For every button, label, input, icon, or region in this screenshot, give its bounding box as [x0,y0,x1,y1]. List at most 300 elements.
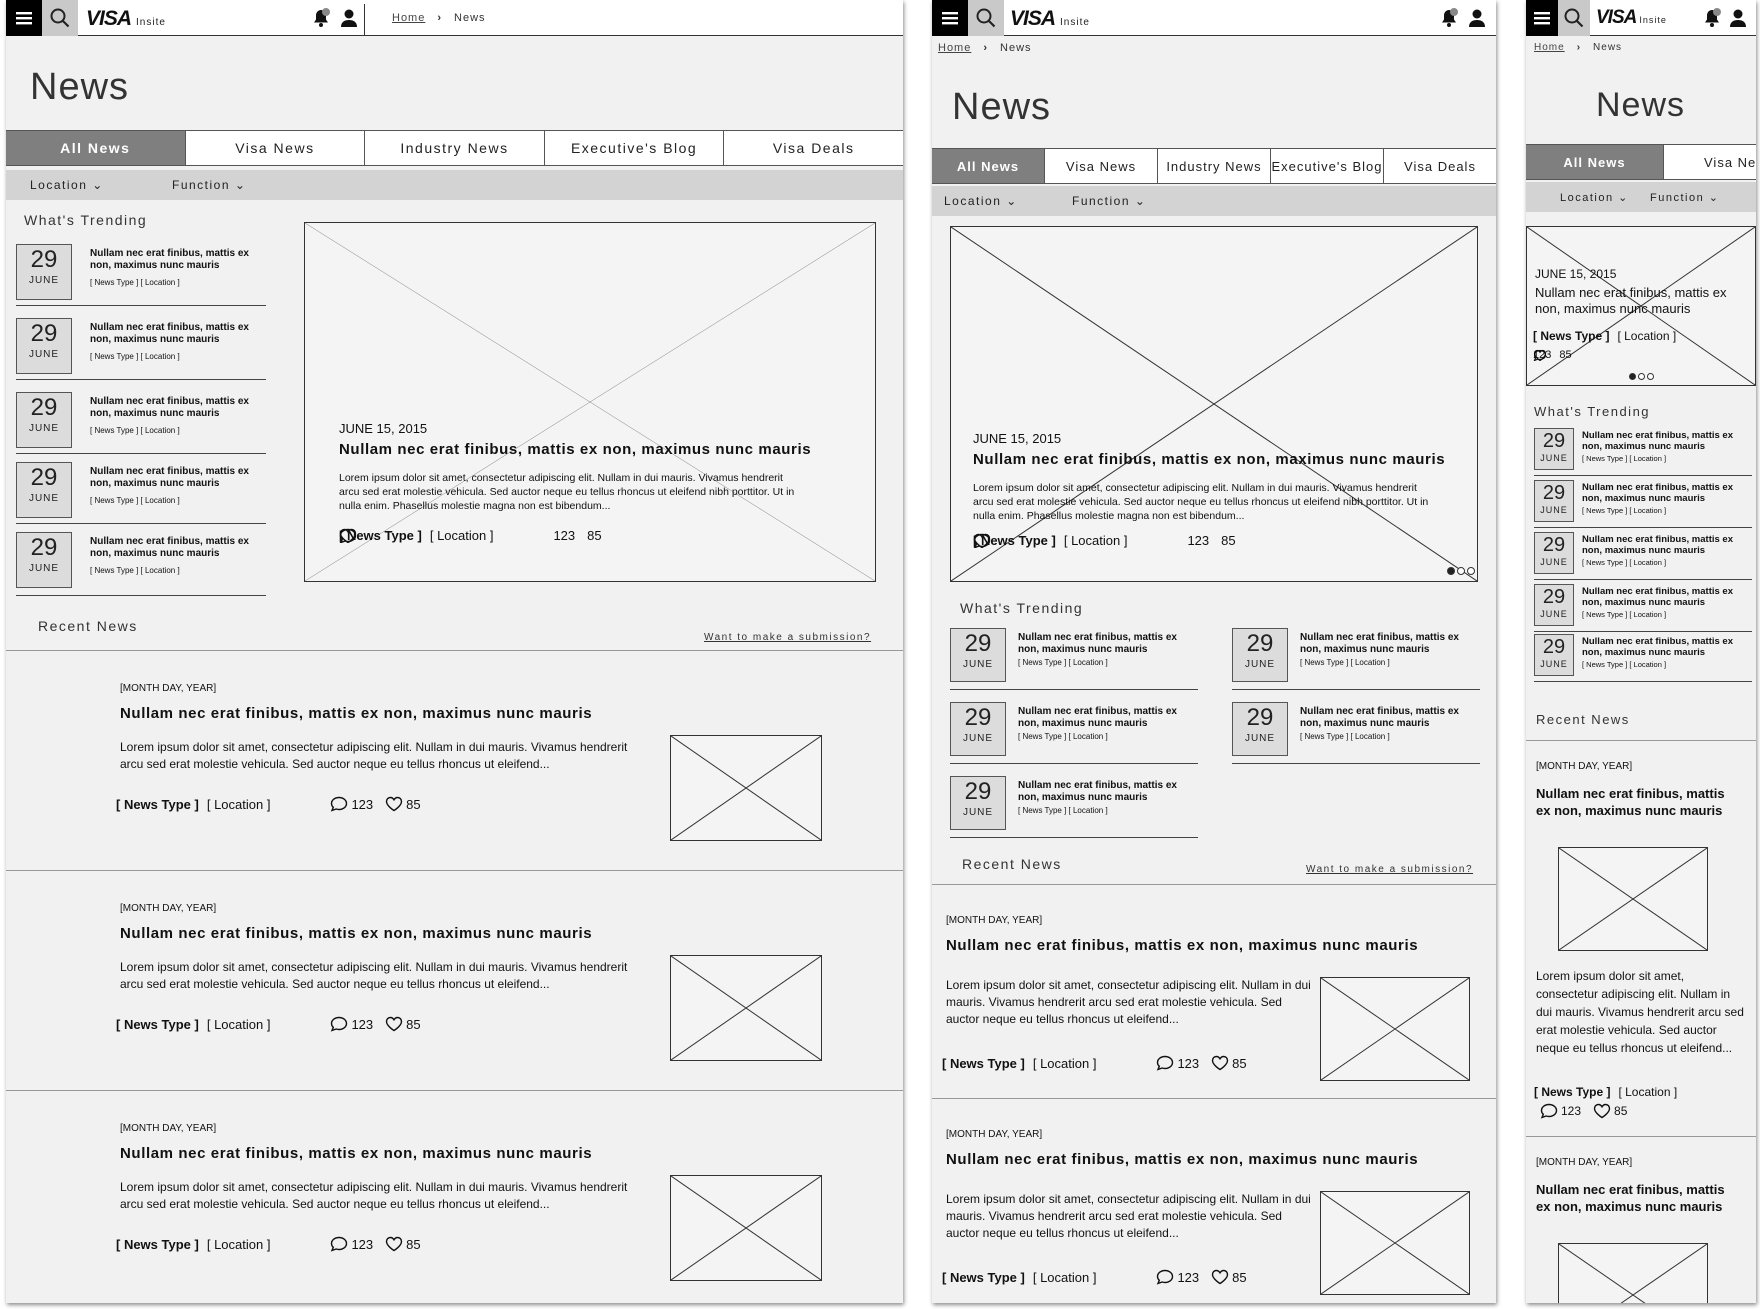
date-month: JUNE [1540,557,1568,567]
divider [16,453,266,454]
divider [16,379,266,380]
news-item[interactable] [1526,1136,1756,1303]
trending-card[interactable] [1232,628,1480,690]
like-count[interactable] [1221,533,1235,548]
date-month: JUNE [962,733,994,744]
carousel-dot[interactable] [1467,567,1475,575]
divider [1534,475,1752,476]
visa-logo-text: VISA [86,7,132,30]
profile-button[interactable] [336,0,362,36]
date-day: 29 [30,246,58,273]
divider [16,523,266,524]
breadcrumb-home-link[interactable]: Home [1534,42,1565,53]
news-excerpt: Lorem ipsum dolor sit amet, consectetur adipiscing elit. Nullam in dui mauris. Vivamus hendrerit arcu sed erat molestie vehicula. Sed auctor neque eu tellus rhoncus ut eleifend... [120,1180,628,1211]
search-icon [50,8,70,28]
chevron-down-icon: ⌄ [1134,194,1147,208]
breadcrumb-current: News [1000,42,1032,54]
news-date: [MONTH DAY, YEAR] [1536,761,1633,772]
location-filter[interactable] [30,178,104,192]
hero-title[interactable]: Nullam nec erat finibus, mattis ex non, maximus nunc mauris [973,451,1446,468]
location-tag[interactable]: [ Location ] [206,796,271,812]
date-badge [1534,532,1574,574]
trending-title: Nullam nec erat finibus, mattis ex non, maximus nunc mauris [1018,706,1177,729]
trending-tags: [ News Type ] [ Location ] [1582,506,1667,515]
comment-icon [330,796,348,812]
trending-heading: What's Trending [960,600,1084,616]
user-icon [341,9,357,27]
date-month: JUNE [1244,659,1276,670]
hero-meta [973,533,1236,548]
tab-all-news[interactable]: All News [1526,145,1664,179]
trending-card[interactable] [1534,584,1752,632]
hamburger-icon [1534,11,1550,25]
location-tag[interactable]: [ Location ] [429,528,494,543]
news-title[interactable]: Nullam nec erat finibus, mattis ex non, maximus nunc mauris [1536,1182,1725,1214]
tab-industry-news[interactable]: Industry News [365,131,545,165]
page-title: News [30,66,130,108]
date-month: JUNE [28,423,60,434]
divider [16,595,266,596]
chevron-down-icon: ⌄ [234,178,247,192]
comment-count-value: 123 [1177,1269,1200,1285]
date-month: JUNE [28,275,60,286]
location-tag[interactable]: [ Location ] [1618,1085,1678,1099]
news-excerpt: Lorem ipsum dolor sit amet, consectetur adipiscing elit. Nullam in dui mauris. Vivamus hendrerit arcu sed erat molestie vehicula. Sed auctor neque eu tellus rhoncus ut eleifend... [946,978,1311,1026]
date-day: 29 [1542,586,1566,608]
trending-tags: [ News Type ] [ Location ] [90,496,180,505]
trending-card[interactable] [16,390,266,454]
comment-icon [1156,1269,1174,1285]
breadcrumb-current: News [1593,42,1623,53]
image-placeholder [671,736,821,840]
date-day: 29 [964,704,992,731]
news-tabs [932,148,1496,184]
news-type-tag[interactable]: [ News Type ] [116,796,199,812]
trending-heading: What's Trending [24,212,148,228]
location-tag[interactable]: [ Location ] [1617,329,1677,343]
function-filter[interactable] [1650,191,1719,204]
like-count-value: 85 [587,528,602,543]
chevron-right-icon: › [983,42,989,54]
filter-bar [1526,182,1756,212]
heart-icon [1533,349,1572,361]
menu-button[interactable] [1526,0,1558,36]
function-filter-label: Function [172,178,231,192]
trending-title: Nullam nec erat finibus, mattis ex non, maximus nunc mauris [90,248,249,271]
divider [1534,681,1752,682]
location-filter-label: Location [1560,191,1614,204]
divider [1534,527,1752,528]
comment-icon [330,1236,348,1252]
tab-all-news[interactable]: All News [932,149,1045,183]
visa-logo-text: VISA [1010,7,1056,30]
news-type-tag[interactable]: [ News Type ] [116,1236,199,1252]
like-count[interactable] [385,1016,420,1032]
filter-bar [6,170,903,200]
image-placeholder [1321,1192,1469,1294]
bell-icon [1440,8,1458,28]
user-icon [1730,9,1746,27]
search-button[interactable] [1558,0,1590,36]
hamburger-icon [942,11,958,25]
divider [950,837,1198,838]
date-badge [16,318,72,374]
news-title[interactable]: Nullam nec erat finibus, mattis ex non, maximus nunc mauris [120,705,593,722]
location-tag[interactable]: [ Location ] [1032,1269,1097,1285]
trending-tags: [ News Type ] [ Location ] [1582,610,1667,619]
news-date: [MONTH DAY, YEAR] [946,915,1043,926]
trending-tags: [ News Type ] [ Location ] [1018,732,1108,741]
news-thumbnail[interactable] [670,955,822,1061]
date-day: 29 [30,320,58,347]
date-badge [950,702,1006,756]
chevron-right-icon: › [1576,42,1582,53]
news-title[interactable]: Nullam nec erat finibus, mattis ex non, maximus nunc mauris [946,1151,1419,1168]
trending-title: Nullam nec erat finibus, mattis ex non, maximus nunc mauris [1300,632,1459,655]
news-title[interactable]: Nullam nec erat finibus, mattis ex non, maximus nunc mauris [1536,786,1725,818]
hero-carousel[interactable] [1526,226,1756,386]
trending-card[interactable] [16,242,266,306]
breadcrumb [392,12,486,24]
trending-card[interactable] [1534,480,1752,528]
like-count-value: 85 [406,1236,421,1252]
carousel-pagination[interactable] [1629,373,1654,380]
location-filter[interactable] [1560,191,1629,204]
tab-visa-news[interactable]: Visa News [1045,149,1158,183]
news-title[interactable]: Nullam nec erat finibus, mattis ex non, maximus nunc mauris [946,937,1419,954]
carousel-dot[interactable] [1647,373,1654,380]
location-tag[interactable]: [ Location ] [206,1016,271,1032]
heart-icon [385,796,403,812]
news-item[interactable] [6,650,903,870]
trending-tags: [ News Type ] [ Location ] [1300,732,1390,741]
news-meta [942,1269,1247,1285]
tab-executives-blog[interactable]: Executive's Blog [545,131,725,165]
image-placeholder [1559,848,1707,950]
profile-button[interactable] [1726,0,1750,36]
hero-date: JUNE 15, 2015 [1535,267,1617,281]
search-button[interactable] [968,0,1004,36]
header [6,0,903,36]
profile-button[interactable] [1464,0,1490,36]
comment-count[interactable] [1540,1103,1581,1119]
date-day: 29 [30,534,58,561]
function-filter-label: Function [1072,194,1131,208]
trending-heading: What's Trending [1534,404,1651,419]
trending-card[interactable] [16,460,266,524]
trending-title: Nullam nec erat finibus, mattis ex non, maximus nunc mauris [1582,430,1733,452]
like-count[interactable] [385,1236,420,1252]
comment-count[interactable] [1156,1055,1199,1071]
date-badge [1534,480,1574,522]
divider [1232,689,1480,690]
hero-carousel[interactable] [950,226,1478,582]
divider [950,689,1198,690]
carousel-dot[interactable] [1457,567,1465,575]
date-day: 29 [964,778,992,805]
menu-button[interactable] [6,0,42,36]
heart-icon [385,1236,403,1252]
news-thumbnail[interactable] [1558,847,1708,951]
visa-logo[interactable] [86,7,166,31]
date-day: 29 [30,394,58,421]
trending-tags: [ News Type ] [ Location ] [90,278,180,287]
trending-title: Nullam nec erat finibus, mattis ex non, maximus nunc mauris [1582,534,1733,556]
news-meta [1534,1085,1677,1099]
hero-title[interactable]: Nullam nec erat finibus, mattis ex non, maximus nunc mauris [339,441,812,458]
function-filter[interactable] [172,178,246,192]
tab-visa-news[interactable]: Visa Ne [1704,154,1756,170]
date-badge [1534,634,1574,676]
news-thumbnail[interactable] [1558,1243,1708,1303]
image-placeholder [951,227,1477,581]
news-type-tag[interactable]: [ News Type ] [116,1016,199,1032]
trending-title: Nullam nec erat finibus, mattis ex non, maximus nunc mauris [1018,632,1177,655]
notifications-button[interactable] [1436,0,1462,36]
page-title: News [952,86,1052,128]
date-month: JUNE [962,659,994,670]
news-type-tag[interactable]: [ News Type ] [973,533,1056,548]
trending-title: Nullam nec erat finibus, mattis ex non, maximus nunc mauris [1582,636,1733,658]
notifications-button[interactable] [1700,0,1724,36]
trending-title: Nullam nec erat finibus, mattis ex non, maximus nunc mauris [90,322,249,345]
location-tag[interactable]: [ Location ] [1063,533,1128,548]
mobile-frame [1526,0,1756,1303]
header-divider [364,4,365,36]
insite-label: Insite [136,17,166,28]
news-excerpt: Lorem ipsum dolor sit amet, consectetur adipiscing elit. Nullam in dui mauris. Vivamus hendrerit arcu sed erat molestie vehicula. Sed auctor neque eu tellus rhoncus ut eleifend... [946,1192,1311,1240]
insite-label: Insite [1639,15,1667,25]
comment-icon [1156,1055,1174,1071]
divider [16,305,266,306]
news-meta [942,1055,1247,1071]
breadcrumb-current: News [454,12,486,24]
like-count-value: 85 [1614,1104,1628,1118]
image-placeholder [671,956,821,1060]
hamburger-icon [16,11,32,25]
news-item[interactable] [932,884,1496,1098]
news-thumbnail[interactable] [1320,977,1470,1081]
trending-title: Nullam nec erat finibus, mattis ex non, maximus nunc mauris [1300,706,1459,729]
date-badge [16,532,72,588]
trending-card[interactable] [1232,702,1480,764]
date-month: JUNE [1540,453,1568,463]
date-badge [1534,428,1574,470]
news-type-tag[interactable]: [ News Type ] [1534,1085,1611,1099]
news-thumbnail[interactable] [670,1175,822,1281]
trending-card[interactable] [950,702,1198,764]
like-count-value: 85 [1232,1269,1247,1285]
breadcrumb-home-link[interactable]: Home [938,42,972,54]
date-badge [16,244,72,300]
image-placeholder [1559,1244,1707,1303]
date-badge [1534,584,1574,626]
heart-icon [1593,1103,1611,1119]
comment-count-value: 123 [1177,1055,1200,1071]
function-filter[interactable] [1072,194,1146,208]
comment-count-value: 123 [553,528,576,543]
trending-card[interactable] [16,530,266,596]
news-item[interactable] [6,1090,903,1303]
trending-card[interactable] [1534,634,1752,682]
news-meta [116,1236,421,1252]
submission-link[interactable]: Want to make a submission? [1306,864,1474,875]
location-filter-label: Location [30,178,88,192]
news-item[interactable] [6,870,903,1090]
date-badge [950,776,1006,830]
date-day: 29 [1246,630,1274,657]
recent-news-heading: Recent News [962,856,1062,872]
desktop-frame [6,0,903,1303]
like-count[interactable] [1559,349,1571,361]
news-type-tag[interactable]: [ News Type ] [942,1269,1025,1285]
hero-carousel[interactable] [304,222,876,582]
news-date: [MONTH DAY, YEAR] [946,1129,1043,1140]
submission-link[interactable]: Want to make a submission? [704,632,872,643]
hero-excerpt: Lorem ipsum dolor sit amet, consectetur adipiscing elit. Nullam in dui mauris. Vivamus hendrerit arcu sed erat molestie vehicula. Sed auctor neque eu tellus rhoncus ut eleifend nibh porttitor. Ut in nulla enim. Phasellus molestie magna non est bibendum... [339,472,795,512]
like-count[interactable] [1593,1103,1627,1119]
visa-logo-text: VISA [1596,7,1637,28]
hero-date: JUNE 15, 2015 [339,421,428,436]
location-filter-label: Location [944,194,1002,208]
news-excerpt: Lorem ipsum dolor sit amet, consectetur adipiscing elit. Nullam in dui mauris. Vivamus hendrerit arcu sed erat molestie vehicula. Sed auctor neque eu tellus rhoncus ut eleifend... [120,740,628,771]
insite-label: Insite [1060,17,1090,28]
heart-icon [385,1016,403,1032]
tab-visa-news[interactable]: Visa News [186,131,366,165]
comment-icon [1540,1103,1558,1119]
trending-title: Nullam nec erat finibus, mattis ex non, maximus nunc mauris [90,396,249,419]
location-tag[interactable]: [ Location ] [1032,1055,1097,1071]
location-tag[interactable]: [ Location ] [206,1236,271,1252]
trending-card[interactable] [16,316,266,380]
date-month: JUNE [1244,733,1276,744]
trending-card[interactable] [950,628,1198,690]
news-meta [116,1016,421,1032]
like-count-value: 85 [1232,1055,1247,1071]
date-badge [1232,702,1288,756]
carousel-dot[interactable] [1638,373,1645,380]
tab-industry-news[interactable]: Industry News [1158,149,1271,183]
like-count[interactable] [385,796,420,812]
divider [1232,763,1480,764]
news-meta [116,796,421,812]
menu-button[interactable] [932,0,968,36]
date-day: 29 [1542,482,1566,504]
trending-title: Nullam nec erat finibus, mattis ex non, maximus nunc mauris [90,536,249,559]
comment-count[interactable] [330,1236,373,1252]
carousel-dot[interactable] [1447,567,1455,575]
date-month: JUNE [28,349,60,360]
location-filter[interactable] [944,194,1018,208]
news-item[interactable] [1526,740,1756,1136]
hero-title[interactable]: Nullam nec erat finibus, mattis ex non, maximus nunc mauris [1535,285,1727,316]
date-month: JUNE [962,807,994,818]
hero-excerpt: Lorem ipsum dolor sit amet, consectetur adipiscing elit. Nullam in dui mauris. Vivamus hendrerit arcu sed erat molestie vehicula. Sed auctor neque eu tellus rhoncus ut eleifend nibh porttitor. Ut in nulla enim. Phasellus molestie magna non est bibendum... [973,482,1429,522]
comment-count[interactable] [330,796,373,812]
trending-tags: [ News Type ] [ Location ] [1018,806,1108,815]
news-thumbnail[interactable] [1320,1191,1470,1295]
comment-count-value: 123 [1533,349,1552,361]
trending-title: Nullam nec erat finibus, mattis ex non, maximus nunc mauris [1582,482,1733,504]
tab-visa-deals[interactable]: Visa Deals [772,140,855,156]
trending-card[interactable] [1534,532,1752,580]
trending-title: Nullam nec erat finibus, mattis ex non, maximus nunc mauris [90,466,249,489]
visa-logo[interactable] [1596,7,1667,29]
heart-icon [973,533,1236,548]
notifications-button[interactable] [308,0,334,36]
heart-icon [339,528,602,543]
date-day: 29 [964,630,992,657]
tab-executives-blog[interactable]: Executive's Blog [1271,149,1384,183]
news-tabs [6,130,903,166]
trending-tags: [ News Type ] [ Location ] [90,426,180,435]
date-day: 29 [1246,704,1274,731]
news-title[interactable]: Nullam nec erat finibus, mattis ex non, maximus nunc mauris [120,925,593,942]
like-count[interactable] [1211,1055,1246,1071]
date-day: 29 [1542,636,1566,658]
comment-count[interactable] [1156,1269,1199,1285]
divider [1534,631,1752,632]
carousel-dot[interactable] [1629,373,1636,380]
function-filter-label: Function [1650,191,1705,204]
breadcrumb-home-link[interactable]: Home [392,12,426,24]
news-thumbnail[interactable] [670,735,822,841]
news-title[interactable]: Nullam nec erat finibus, mattis ex non, maximus nunc mauris [120,1145,593,1162]
trending-title: Nullam nec erat finibus, mattis ex non, maximus nunc mauris [1018,780,1177,803]
heart-icon [1211,1269,1229,1285]
trending-tags: [ News Type ] [ Location ] [1300,658,1390,667]
divider [1534,579,1752,580]
date-month: JUNE [1540,505,1568,515]
news-type-tag[interactable]: [ News Type ] [1533,329,1610,343]
chevron-down-icon: ⌄ [1618,191,1629,204]
news-date: [MONTH DAY, YEAR] [1536,1157,1633,1168]
carousel-pagination[interactable] [1447,567,1475,575]
news-type-tag[interactable]: [ News Type ] [942,1055,1025,1071]
breadcrumb [938,42,1032,54]
chevron-down-icon: ⌄ [1708,191,1720,204]
date-month: JUNE [28,493,60,504]
comment-count-value: 123 [351,1236,374,1252]
news-date: [MONTH DAY, YEAR] [120,683,217,694]
tab-all-news[interactable]: All News [6,131,186,165]
visa-logo[interactable] [1010,7,1090,31]
news-type-tag[interactable]: [ News Type ] [339,528,422,543]
image-placeholder [1321,978,1469,1080]
tablet-frame [932,0,1496,1303]
like-count[interactable] [1211,1269,1246,1285]
date-badge [16,462,72,518]
tab-visa-deals[interactable]: Visa Deals [1404,158,1476,174]
search-button[interactable] [42,0,78,36]
comment-count[interactable] [330,1016,373,1032]
news-item[interactable] [932,1098,1496,1303]
like-count-value: 85 [1559,349,1572,361]
chevron-right-icon: › [437,12,443,24]
trending-card[interactable] [950,776,1198,838]
header [1526,0,1756,36]
trending-card[interactable] [1534,428,1752,476]
comment-count-value: 123 [1187,533,1210,548]
comment-count-value: 123 [1561,1104,1582,1118]
recent-news-heading: Recent News [1536,712,1630,727]
like-count-value: 85 [406,796,421,812]
news-tabs [1526,144,1756,180]
date-day: 29 [1542,534,1566,556]
search-icon [1564,8,1584,28]
like-count[interactable] [587,528,601,543]
news-date: [MONTH DAY, YEAR] [120,903,217,914]
